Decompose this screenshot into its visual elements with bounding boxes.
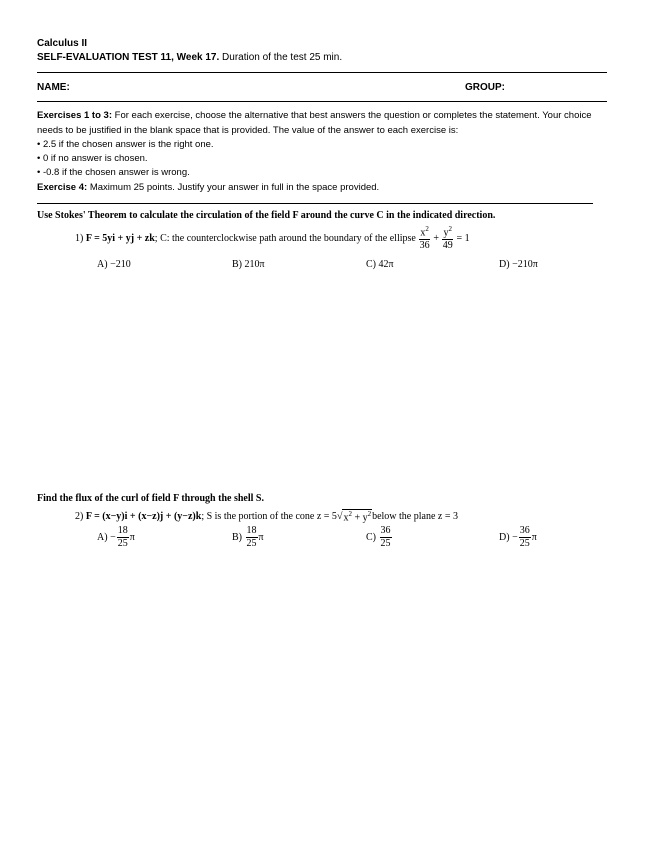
- exercises-1-3-text: For each exercise, choose the alternative that best answers the question or completes the statement. Your choice: [114, 110, 592, 121]
- question-text: ; S is the portion of the cone z = 5: [201, 510, 337, 522]
- exercise-4-text: Maximum 25 points. Justify your answer in full in the space provided.: [89, 182, 380, 193]
- sqrt-symbol: √: [336, 510, 343, 522]
- frac-num: 36: [519, 525, 530, 536]
- frac-den: 25: [380, 538, 391, 549]
- choice-value: 210π: [244, 259, 265, 270]
- choice-fraction: [519, 526, 531, 549]
- section-1-heading: Use Stokes' Theorem to calculate the circulation of the field F around the curve C in the indicated direction.: [37, 210, 496, 221]
- scoring-bullet: • 0 if no answer is chosen.: [37, 153, 148, 164]
- choice-fraction: [380, 526, 392, 549]
- choice-label: C): [366, 259, 376, 270]
- choice-d[interactable]: [499, 259, 538, 270]
- exercises-1-3-label: Exercises 1 to 3:: [37, 110, 112, 121]
- fraction-x2-36: [419, 226, 430, 251]
- test-duration: Duration of the test 25 min.: [222, 52, 343, 63]
- choice-c[interactable]: [366, 259, 394, 270]
- choice-label: B): [232, 259, 242, 270]
- frac-num: x: [420, 227, 426, 239]
- divider: [37, 72, 607, 73]
- radicand-x: x: [343, 512, 349, 524]
- name-label: NAME:: [37, 82, 70, 93]
- course-title: Calculus II: [37, 38, 88, 49]
- exercise-4-line: [37, 182, 379, 193]
- choice-label: C): [366, 532, 376, 543]
- vector-field: F = 5yi + yj + zk: [85, 233, 155, 245]
- choice-label: A): [97, 532, 108, 543]
- choice-b[interactable]: [232, 259, 265, 270]
- frac-num: y: [443, 227, 449, 239]
- frac-den: 25: [246, 538, 257, 549]
- frac-den: 25: [117, 538, 128, 549]
- choice-value: 42π: [378, 259, 394, 270]
- choice-c[interactable]: [366, 526, 393, 549]
- equation-rhs: = 1: [456, 233, 470, 245]
- frac-den: 36: [419, 240, 430, 252]
- question-2: [75, 509, 458, 523]
- frac-num: 18: [117, 525, 128, 536]
- section-2-heading: Find the flux of the curl of field F through the shell S.: [37, 493, 264, 504]
- exercise-4-label: Exercise 4:: [37, 182, 88, 193]
- choice-value: −210: [110, 259, 131, 270]
- choice-value: −210π: [512, 259, 538, 270]
- choice-sign: −: [110, 532, 116, 543]
- question-text: ; C: the counterclockwise path around the boundary of the ellipse: [154, 233, 416, 245]
- frac-num: 18: [246, 525, 257, 536]
- plus-sign: +: [433, 233, 439, 245]
- exponent: 2: [348, 510, 352, 518]
- choice-suffix: π: [258, 532, 264, 543]
- scoring-bullet: • -0.8 if the chosen answer is wrong.: [37, 167, 190, 178]
- fraction-y2-49: [442, 226, 453, 251]
- exponent: 2: [448, 225, 452, 233]
- test-title: SELF-EVALUATION TEST 11, Week 17.: [37, 52, 220, 63]
- choice-a[interactable]: [97, 259, 131, 270]
- question-text-2: below the plane z = 3: [372, 510, 458, 522]
- instructions-line-1: [37, 110, 592, 121]
- frac-num: 36: [380, 525, 391, 536]
- choice-a[interactable]: [97, 526, 135, 549]
- choice-label: B): [232, 532, 242, 543]
- choice-suffix: π: [129, 532, 135, 543]
- scoring-bullet: • 2.5 if the chosen answer is the right one.: [37, 139, 214, 150]
- test-title-line: [37, 52, 342, 63]
- choice-label: A): [97, 259, 108, 270]
- question-number: 2): [75, 510, 84, 522]
- divider: [37, 101, 607, 102]
- exponent: 2: [367, 510, 372, 518]
- choice-sign: −: [512, 532, 518, 543]
- question-1: [75, 226, 470, 251]
- choice-suffix: π: [531, 532, 537, 543]
- question-number: 1): [75, 233, 84, 245]
- radicand-plus-y: + y: [351, 512, 368, 524]
- choice-label: D): [499, 259, 510, 270]
- choice-fraction: [117, 526, 129, 549]
- vector-field: F = (x−y)i + (x−z)j + (y−z)k: [85, 510, 202, 522]
- choice-fraction: [246, 526, 258, 549]
- choice-d[interactable]: [499, 526, 537, 549]
- choice-b[interactable]: [232, 526, 264, 549]
- divider: [37, 203, 593, 204]
- exponent: 2: [425, 225, 429, 233]
- frac-den: 49: [442, 240, 453, 252]
- frac-den: 25: [519, 538, 530, 549]
- choice-label: D): [499, 532, 510, 543]
- radicand: [342, 509, 372, 523]
- group-label: GROUP:: [465, 82, 505, 93]
- instructions-line-2: needs to be justified in the blank space that is provided. The value of the answer to each exercise is:: [37, 125, 459, 136]
